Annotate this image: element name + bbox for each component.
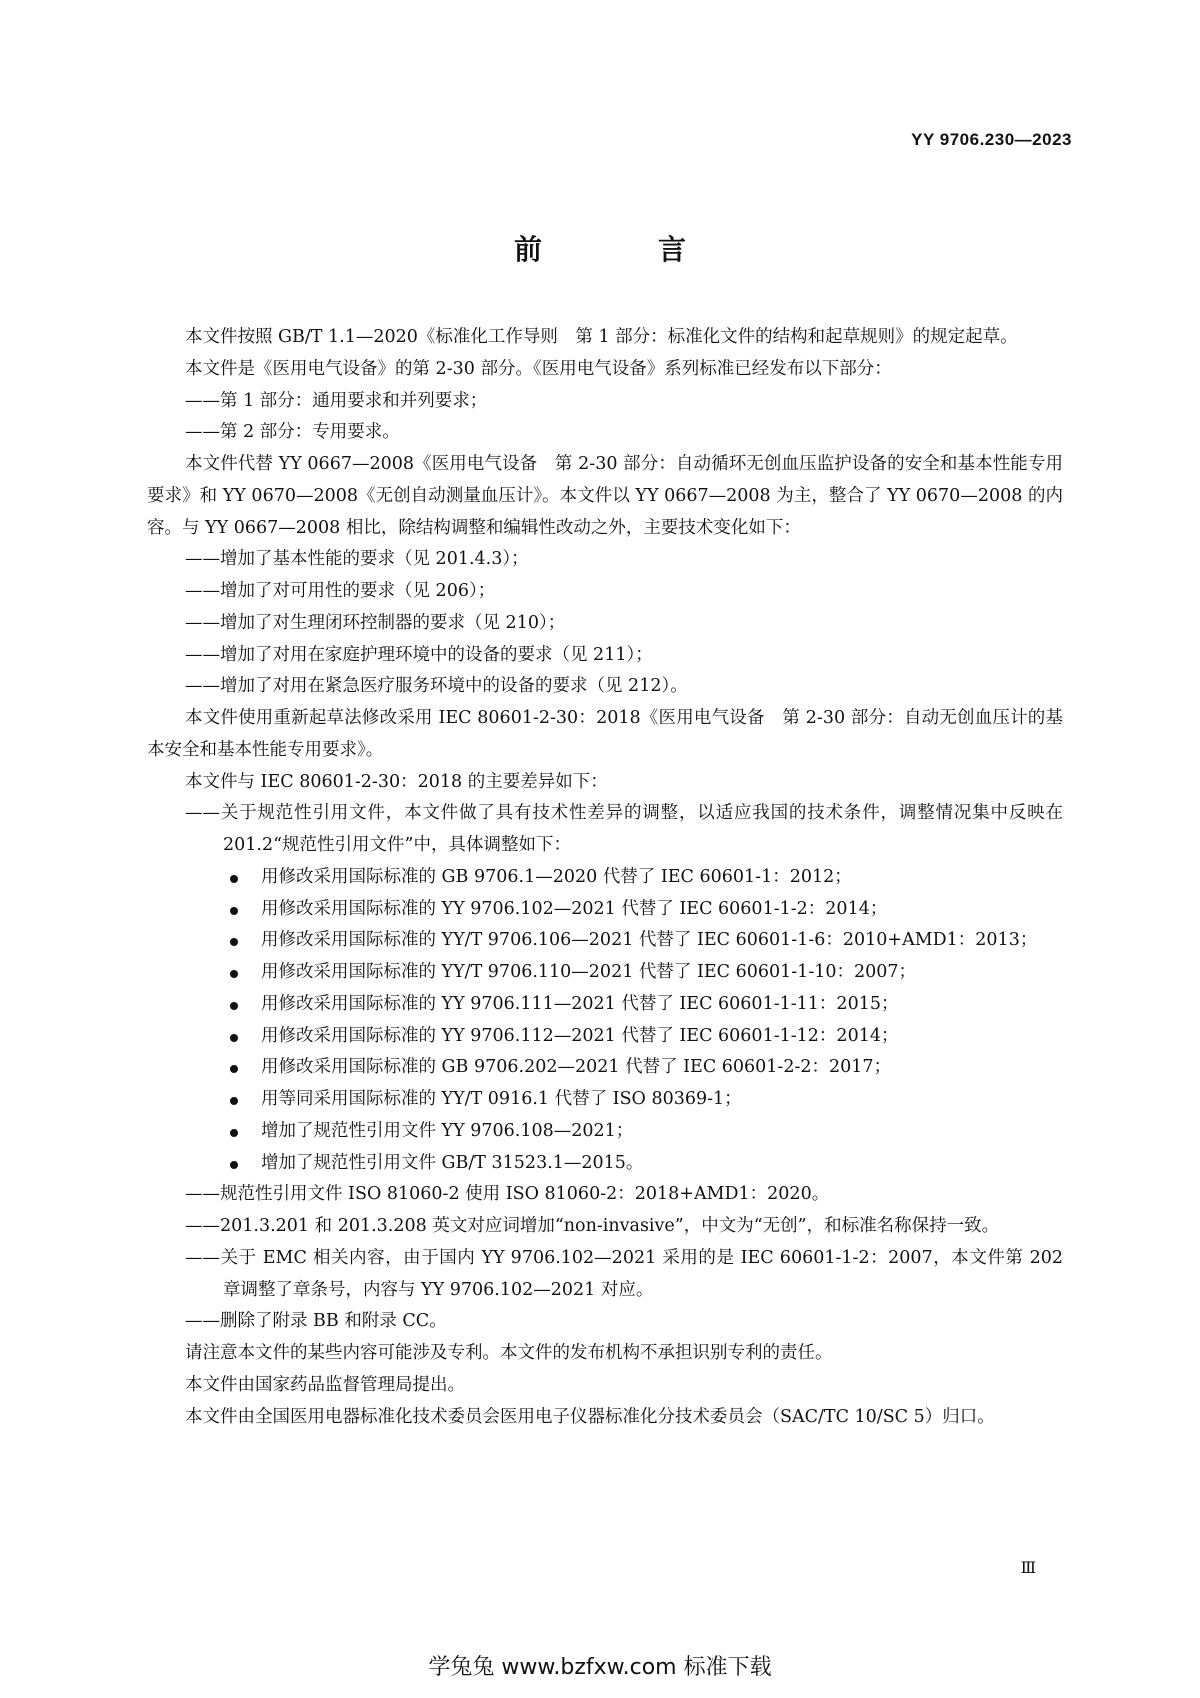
dash-list-item: ——第 1 部分：通用要求和并列要求； bbox=[185, 390, 488, 411]
document-body bbox=[147, 322, 1063, 1433]
bullet-dot-icon bbox=[230, 1034, 238, 1042]
page-title: 前 言 bbox=[513, 233, 730, 266]
bullet-item bbox=[147, 862, 1063, 894]
dash-list-item: ——增加了对可用性的要求（见 206）； bbox=[185, 581, 496, 601]
dash-list-item: ——增加了对生理闭环控制器的要求（见 210）； bbox=[185, 612, 566, 633]
watermark-footer: 学兔兔 www.bzfxw.com 标准下载 bbox=[428, 1655, 772, 1680]
bullet-item bbox=[147, 957, 1063, 989]
paragraph: 本文件代替 YY 0667—2008《医用电气设备 第 2-30 部分：自动循环无创血压监护设备的安全和基本性能专用要求》和 YY 0670—2008《无创自动测量血压计》。本文件以 YY 0667—2008 为主，整合了 YY 0670—2008 的内容。与 YY 0667—2008 相比，除结构调整和编辑性改动之外，主要技术变化如下： bbox=[147, 454, 1063, 538]
bullet-dot-icon bbox=[230, 1129, 238, 1137]
bullet-item bbox=[147, 1148, 1063, 1180]
bullet-text: 用修改采用国际标准的 YY/T 9706.106—2021 代替了 IEC 60601-1-6：2010+AMD1：2013； bbox=[261, 930, 1038, 951]
paragraph: 本文件与 IEC 80601-2-30：2018 的主要差异如下： bbox=[185, 771, 608, 792]
paragraph: 请注意本文件的某些内容可能涉及专利。本文件的发布机构不承担识别专利的责任。 bbox=[185, 1343, 833, 1363]
dash-list-item: ——规范性引用文件 ISO 81060-2 使用 ISO 81060-2：2018+AMD1：2020。 bbox=[185, 1184, 830, 1205]
bullet-dot-icon bbox=[230, 907, 238, 915]
dash-list-item: ——关于规范性引用文件，本文件做了具有技术性差异的调整，以适应我国的技术条件，调整情况集中反映在 201.2“规范性引用文件”中，具体调整如下： bbox=[185, 803, 1063, 855]
dash-list-item: ——第 2 部分：专用要求。 bbox=[185, 422, 400, 443]
paragraph: 本文件是《医用电气设备》的第 2-30 部分。《医用电气设备》系列标准已经发布以下部分： bbox=[185, 358, 892, 379]
bullet-text: 用等同采用国际标准的 YY/T 0916.1 代替了 ISO 80369-1； bbox=[261, 1089, 742, 1109]
dash-list-item: ——增加了基本性能的要求（见 201.4.3）； bbox=[185, 549, 529, 570]
bullet-text: 用修改采用国际标准的 YY 9706.112—2021 代替了 IEC 60601-1-12：2014； bbox=[261, 1025, 899, 1046]
dash-list-item: ——关于 EMC 相关内容，由于国内 YY 9706.102—2021 采用的是 IEC 60601-1-2：2007，本文件第 202 章调整了章条号，内容与 YY 9706.102—2021 对应。 bbox=[185, 1247, 1063, 1300]
bullet-item bbox=[147, 1052, 1063, 1084]
page-number: Ⅲ bbox=[1020, 1558, 1036, 1577]
bullet-text: 用修改采用国际标准的 GB 9706.202—2021 代替了 IEC 60601-2-2：2017； bbox=[261, 1057, 892, 1078]
bullet-dot-icon bbox=[230, 1002, 238, 1010]
paragraph: 本文件由全国医用电器标准化技术委员会医用电子仪器标准化分技术委员会（SAC/TC 10/SC 5）归口。 bbox=[185, 1406, 995, 1427]
bullet-dot-icon bbox=[230, 1097, 238, 1105]
bullet-item bbox=[147, 1021, 1063, 1053]
dash-list-item: ——增加了对用在家庭护理环境中的设备的要求（见 211）； bbox=[185, 644, 653, 665]
bullet-text: 增加了规范性引用文件 YY 9706.108—2021； bbox=[261, 1120, 634, 1141]
bullet-text: 用修改采用国际标准的 YY/T 9706.110—2021 代替了 IEC 60601-1-10：2007； bbox=[261, 962, 917, 982]
bullet-item bbox=[147, 1116, 1063, 1148]
bullet-item bbox=[147, 989, 1063, 1021]
paragraph: 本文件按照 GB/T 1.1—2020《标准化工作导则 第 1 部分：标准化文件的结构和起草规则》的规定起草。 bbox=[185, 327, 1018, 347]
paragraph: 本文件使用重新起草法修改采用 IEC 80601-2-30：2018《医用电气设备 第 2-30 部分：自动无创血压计的基本安全和基本性能专用要求》。 bbox=[147, 708, 1063, 760]
dash-list-item: ——增加了对用在紧急医疗服务环境中的设备的要求（见 212）。 bbox=[185, 676, 688, 697]
dash-list-item: ——删除了附录 BB 和附录 CC。 bbox=[185, 1311, 447, 1332]
bullet-item bbox=[147, 894, 1063, 926]
bullet-item bbox=[147, 1084, 1063, 1116]
paragraph: 本文件由国家药品监督管理局提出。 bbox=[185, 1374, 465, 1395]
bullet-dot-icon bbox=[230, 970, 238, 978]
bullet-text: 用修改采用国际标准的 GB 9706.1—2020 代替了 IEC 60601-1：2012； bbox=[261, 866, 852, 887]
standard-number: YY 9706.230—2023 bbox=[911, 130, 1072, 149]
dash-list-item: ——201.3.201 和 201.3.208 英文对应词增加“non-invasive”，中文为“无创”，和标准名称保持一致。 bbox=[185, 1216, 1000, 1236]
bullet-dot-icon bbox=[230, 875, 238, 883]
bullet-text: 用修改采用国际标准的 YY 9706.102—2021 代替了 IEC 60601-1-2：2014； bbox=[261, 898, 888, 919]
bullet-text: 增加了规范性引用文件 GB/T 31523.1—2015。 bbox=[261, 1152, 644, 1173]
bullet-text: 用修改采用国际标准的 YY 9706.111—2021 代替了 IEC 60601-1-11：2015； bbox=[261, 993, 899, 1014]
bullet-dot-icon bbox=[230, 1161, 238, 1169]
bullet-item bbox=[147, 925, 1063, 957]
